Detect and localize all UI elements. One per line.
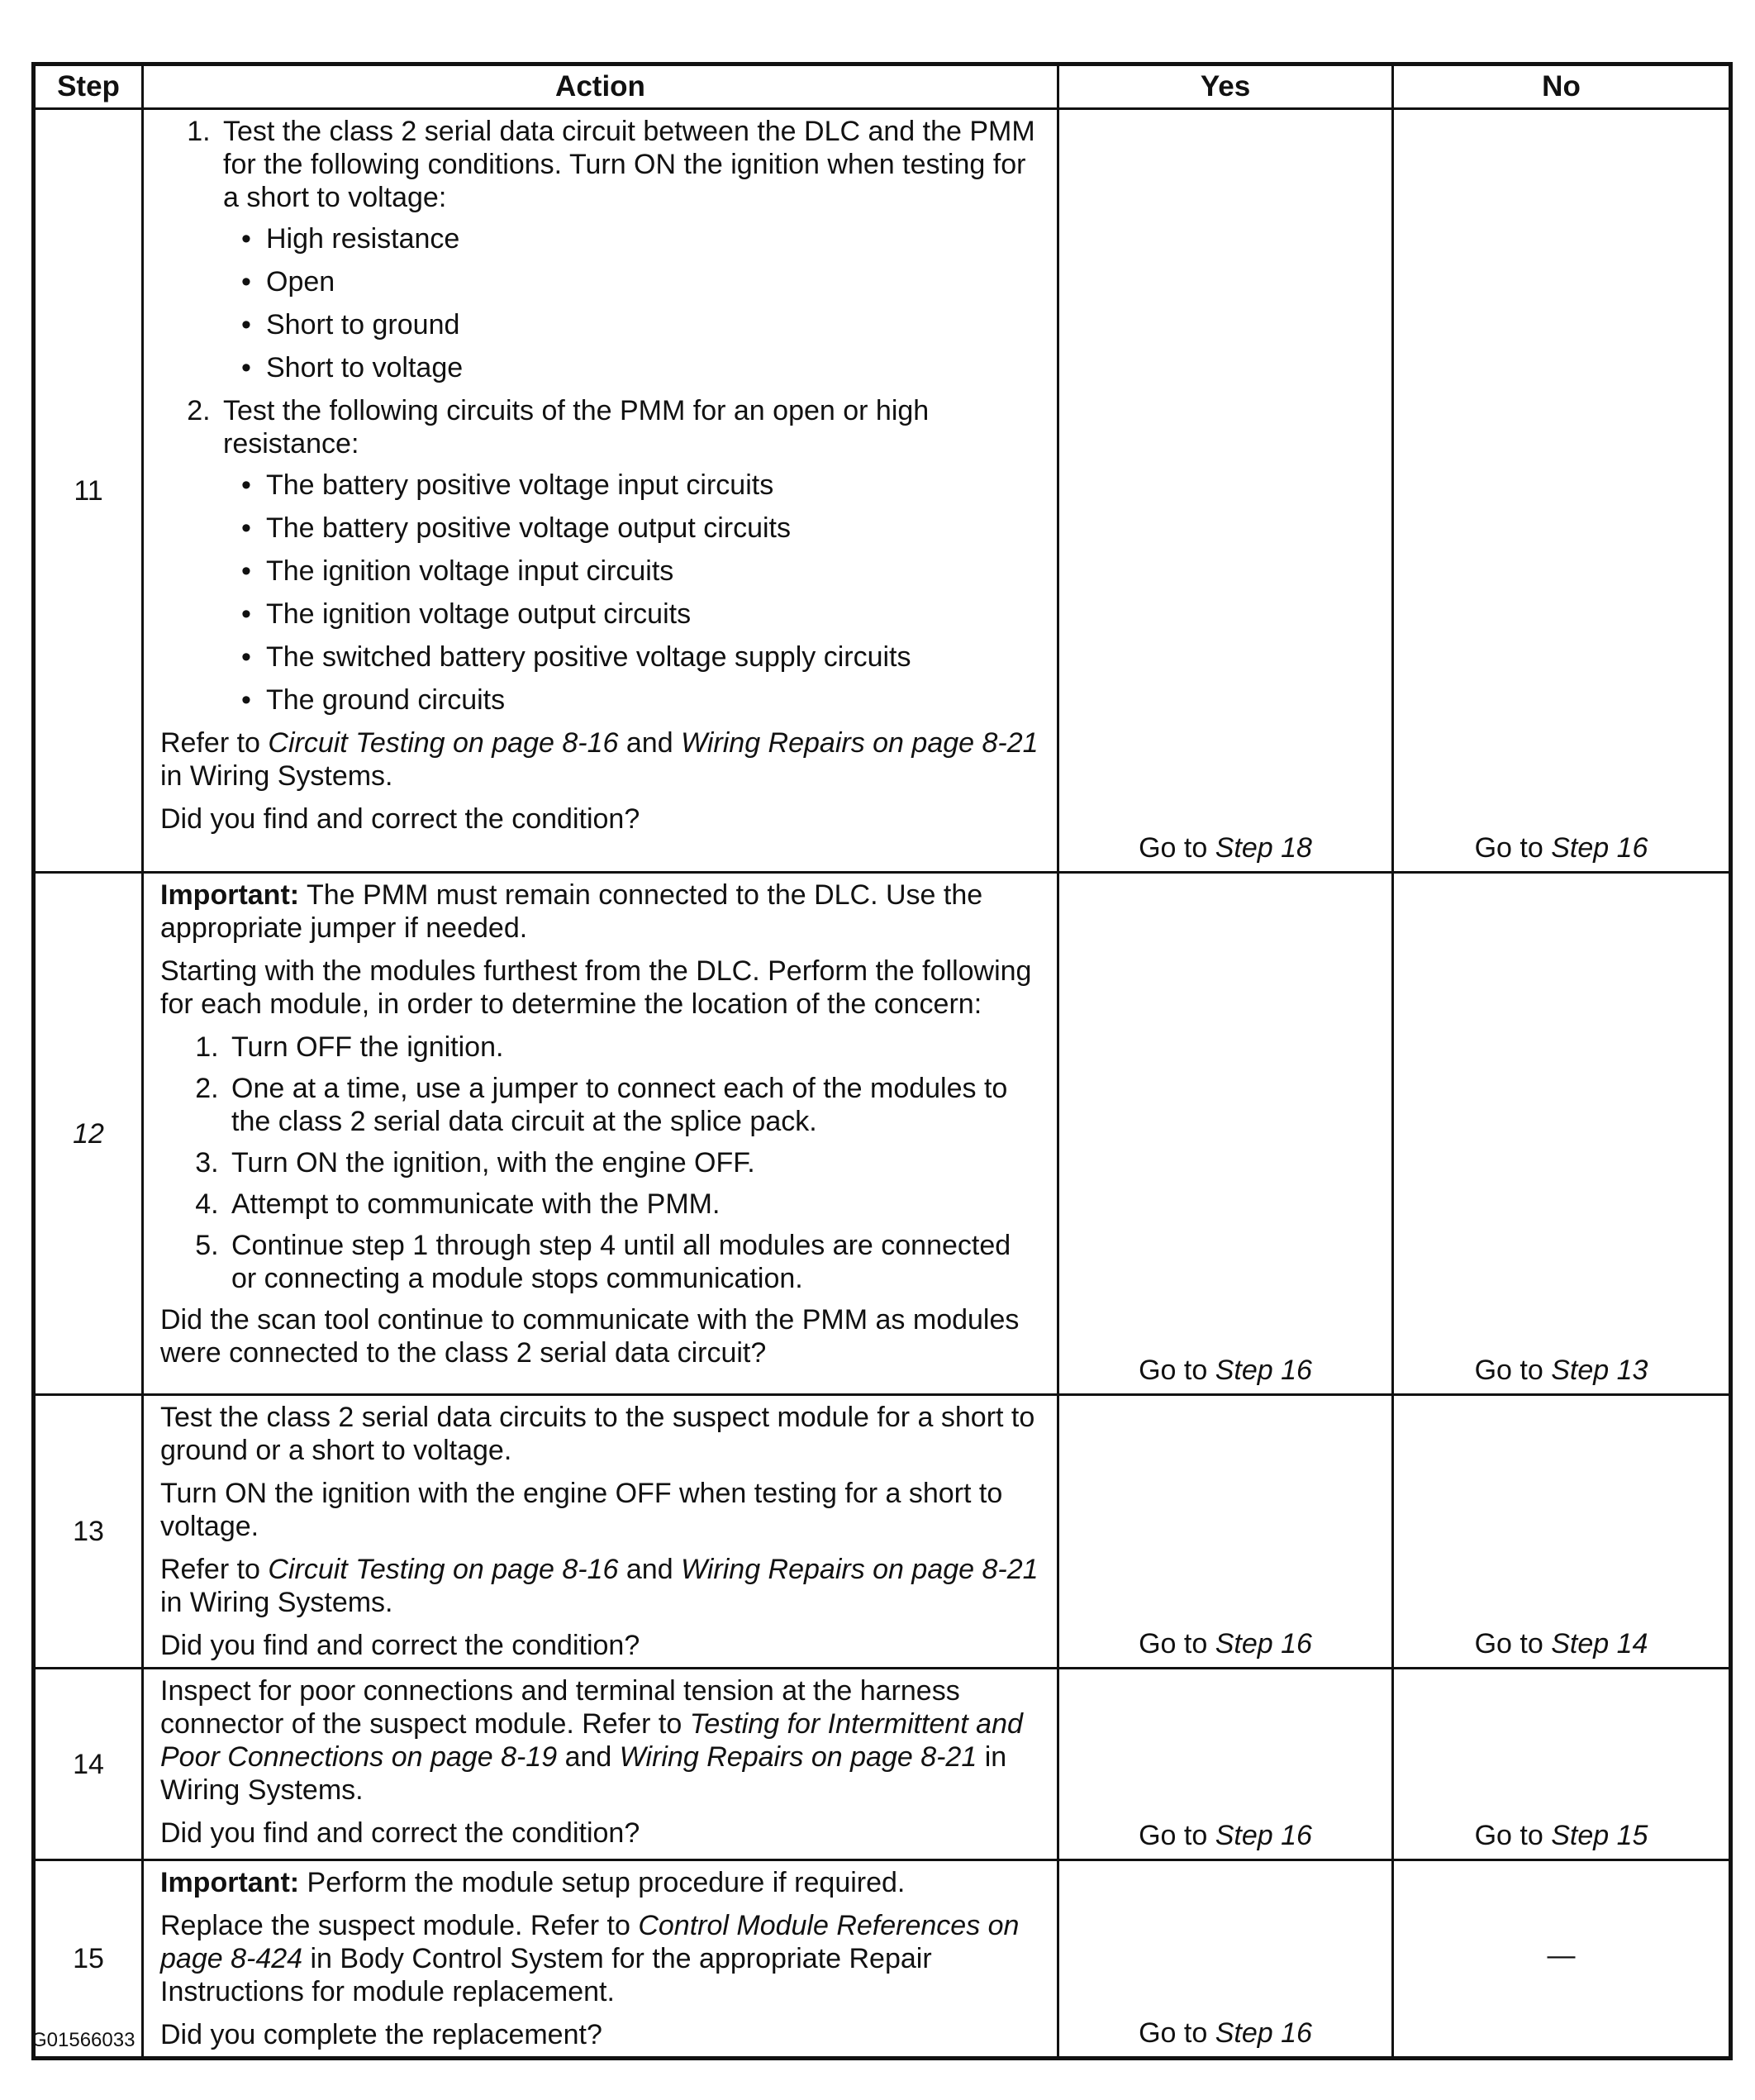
list-item: 2. Test the following circuits of the PMM for an open or high resistance: • The battery positive voltage input circuits • The battery positive voltage output circuits • The ignition voltage input circuits • The ignition voltage output circuits • The switched battery positive voltage supply circuits • The ground circuits	[218, 394, 1039, 717]
figure-id: G01566033	[31, 2029, 136, 2051]
numbered-list	[160, 115, 1039, 717]
step-number: 11	[34, 109, 143, 873]
action-cell	[143, 1669, 1058, 1860]
list-item: 5. Continue step 1 through step 4 until all modules are connected or connecting a module stops communication.	[226, 1229, 1039, 1295]
bullet-item: • The ignition voltage input circuits	[266, 555, 1039, 588]
action-cell	[143, 109, 1058, 873]
header-step: Step	[34, 64, 143, 109]
reference-link[interactable]: Testing for Intermittent and Poor Connections on page 8-19	[160, 1708, 1023, 1773]
header-no: No	[1393, 64, 1731, 109]
yes-cell: Go to Step 16	[1058, 873, 1393, 1395]
goto-link[interactable]: Step 16	[1551, 832, 1648, 864]
goto-link[interactable]: Step 14	[1551, 1628, 1648, 1660]
no-cell: —	[1393, 1860, 1731, 2059]
instruction-text: Turn ON the ignition with the engine OFF when testing for a short to voltage.	[160, 1478, 1003, 1542]
step-number: 14	[34, 1669, 143, 1860]
goto-link[interactable]: Step 16	[1215, 2017, 1312, 2049]
table-row-step-12	[34, 873, 1731, 1395]
header-row	[34, 64, 1731, 109]
bullet-list	[223, 469, 1039, 717]
list-item: 2. One at a time, use a jumper to connect each of the modules to the class 2 serial data circuit at the splice pack.	[226, 1072, 1039, 1138]
bullet-list	[223, 222, 1039, 384]
instruction-text: Replace the suspect module. Refer to Control Module References on page 8-424 in Body Control System for the appropriate Repair Instructions for module replacement.	[160, 1910, 1020, 2007]
instruction-text: Test the class 2 serial data circuits to the suspect module for a short to ground or a short to voltage.	[160, 1402, 1035, 1466]
table-row-step-11	[34, 109, 1731, 873]
action-cell	[143, 1395, 1058, 1669]
bullet-item: • Short to voltage	[266, 351, 1039, 384]
goto-link[interactable]: Step 16	[1215, 1355, 1312, 1386]
list-item: 1. Turn OFF the ignition.	[226, 1031, 1039, 1064]
step-number: 13	[34, 1395, 143, 1669]
bullet-item: • The battery positive voltage input circuits	[266, 469, 1039, 502]
yes-cell: Go to Step 16	[1058, 1860, 1393, 2059]
reference-link[interactable]: Wiring Repairs on page 8-21	[681, 727, 1039, 759]
reference-text: Refer to Circuit Testing on page 8-16 and Wiring Repairs on page 8-21 in Wiring Systems.	[160, 1554, 1039, 1618]
table-row-step-15	[34, 1860, 1731, 2059]
question-text: Did you find and correct the condition?	[160, 803, 640, 835]
reference-link[interactable]: Wiring Repairs on page 8-21	[619, 1741, 977, 1773]
important-note: Important: The PMM must remain connected to the DLC. Use the appropriate jumper if needed.	[160, 879, 983, 944]
bullet-item: • Short to ground	[266, 308, 1039, 341]
goto-link[interactable]: Step 16	[1215, 1820, 1312, 1851]
goto-link[interactable]: Step 13	[1551, 1355, 1648, 1386]
bullet-item: • High resistance	[266, 222, 1039, 255]
step-number: 15	[34, 1860, 143, 2059]
question-text: Did you find and correct the condition?	[160, 1630, 640, 1661]
no-cell: Go to Step 14	[1393, 1395, 1731, 1669]
list-item: 3. Turn ON the ignition, with the engine OFF.	[226, 1146, 1039, 1179]
bullet-item: • The ignition voltage output circuits	[266, 598, 1039, 631]
question-text: Did the scan tool continue to communicate with the PMM as modules were connected to the class 2 serial data circuit?	[160, 1304, 1020, 1369]
reference-text: Refer to Circuit Testing on page 8-16 and Wiring Repairs on page 8-21 in Wiring Systems.	[160, 727, 1039, 792]
numbered-list	[160, 1031, 1039, 1295]
goto-link[interactable]: Step 18	[1215, 832, 1312, 864]
no-cell: Go to Step 15	[1393, 1669, 1731, 1860]
table-row-step-13	[34, 1395, 1731, 1669]
no-cell: Go to Step 16	[1393, 109, 1731, 873]
goto-link[interactable]: Step 16	[1215, 1628, 1312, 1660]
instruction-text: Inspect for poor connections and terminal tension at the harness connector of the suspect module. Refer to Testing for Intermittent and Poor Connections on page 8-19 and Wiring Repairs on page 8-21 in Wiring Systems.	[160, 1675, 1023, 1806]
yes-cell: Go to Step 16	[1058, 1669, 1393, 1860]
header-action: Action	[143, 64, 1058, 109]
intro-text: Starting with the modules furthest from the DLC. Perform the following for each module, in order to determine the location of the concern:	[160, 955, 1032, 1020]
yes-cell: Go to Step 18	[1058, 109, 1393, 873]
no-cell: Go to Step 13	[1393, 873, 1731, 1395]
list-item: 4. Attempt to communicate with the PMM.	[226, 1188, 1039, 1221]
bullet-item: • The battery positive voltage output circuits	[266, 512, 1039, 545]
reference-link[interactable]: Wiring Repairs on page 8-21	[681, 1554, 1039, 1585]
yes-cell: Go to Step 16	[1058, 1395, 1393, 1669]
list-item: 1. Test the class 2 serial data circuit between the DLC and the PMM for the following conditions. Turn ON the ignition when testing for a short to voltage: • High resistance • Open • Short to ground • Short to voltage	[218, 115, 1039, 384]
table-row-step-14	[34, 1669, 1731, 1860]
bullet-item: • Open	[266, 265, 1039, 298]
question-text: Did you complete the replacement?	[160, 2019, 602, 2050]
reference-link[interactable]: Control Module References on page 8-424	[160, 1910, 1020, 1974]
goto-link[interactable]: Step 15	[1551, 1820, 1648, 1851]
question-text: Did you find and correct the condition?	[160, 1817, 640, 1849]
bullet-item: • The switched battery positive voltage supply circuits	[266, 640, 1039, 674]
diagnostic-table	[31, 62, 1733, 2060]
reference-link[interactable]: Circuit Testing on page 8-16	[268, 727, 619, 759]
action-cell	[143, 1860, 1058, 2059]
bullet-item: • The ground circuits	[266, 683, 1039, 717]
action-cell	[143, 873, 1058, 1395]
important-note: Important: Perform the module setup procedure if required.	[160, 1867, 906, 1898]
step-number: 12	[34, 873, 143, 1395]
reference-link[interactable]: Circuit Testing on page 8-16	[268, 1554, 619, 1585]
header-yes: Yes	[1058, 64, 1393, 109]
